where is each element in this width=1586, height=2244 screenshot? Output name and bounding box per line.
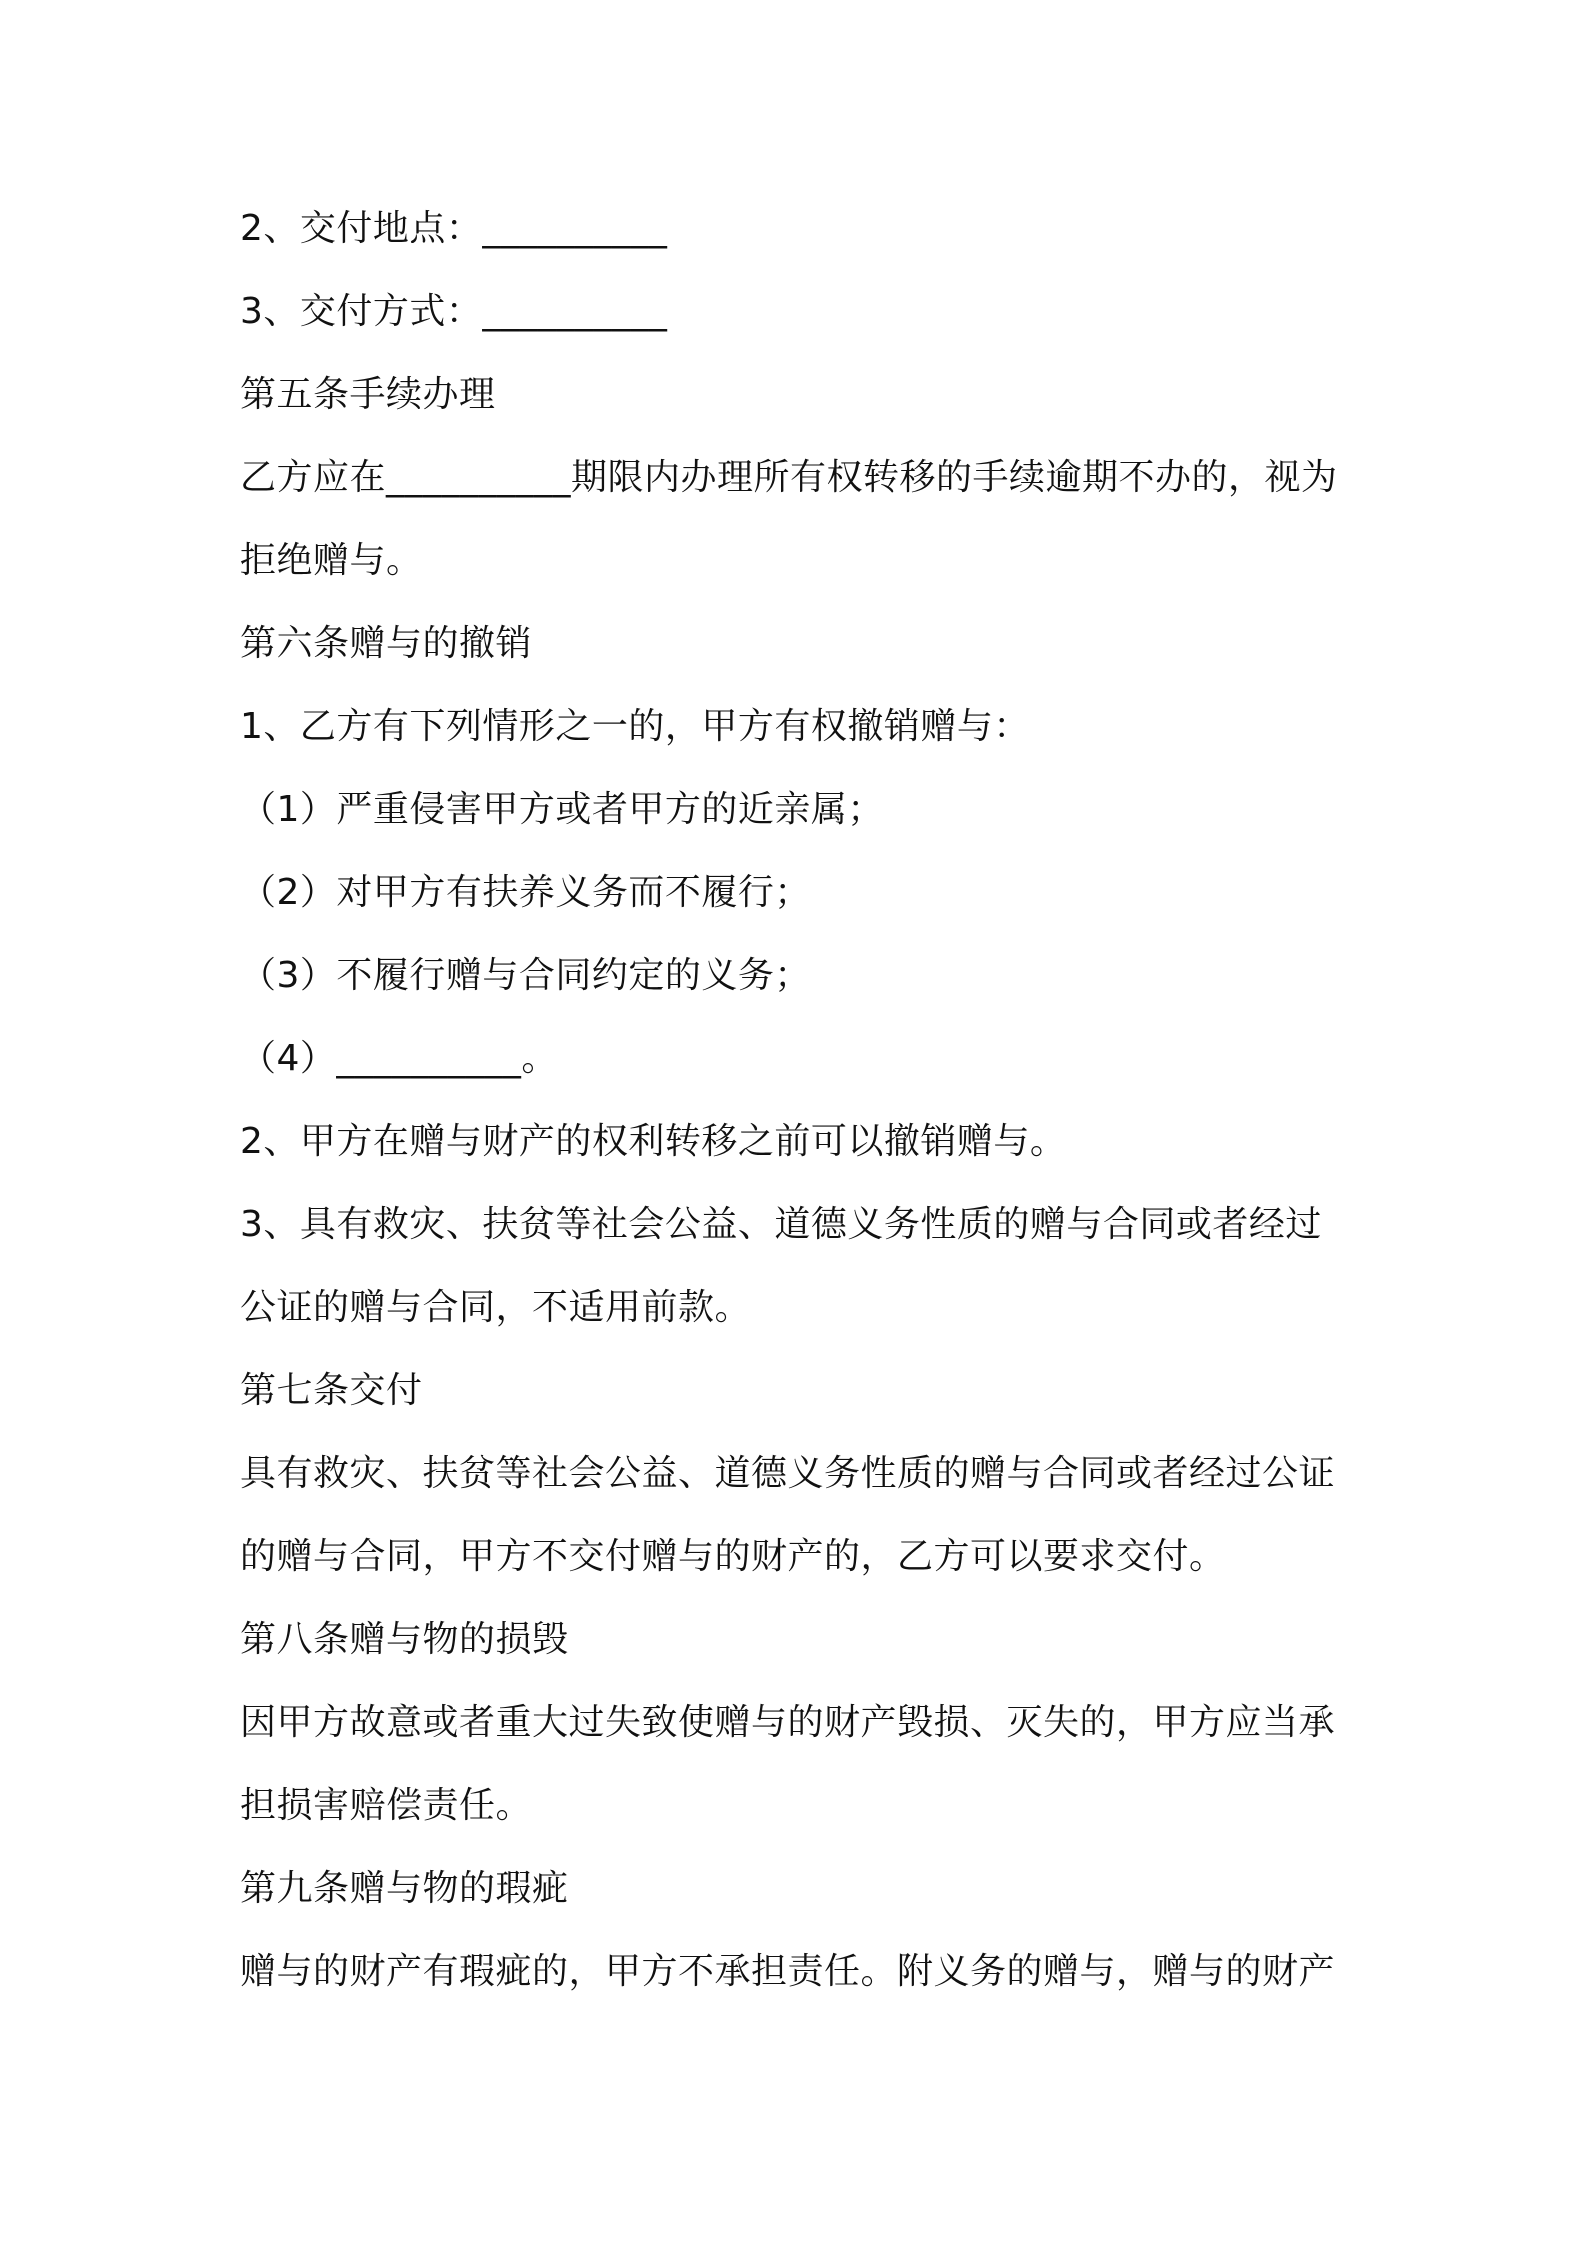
article-7-heading: 第七条交付	[240, 1370, 423, 1411]
article-8-heading: 第八条赠与物的损毁	[240, 1619, 569, 1660]
article-6-clause-3-line-1: 3、具有救灾、扶贫等社会公益、道德义务性质的赠与合同或者经过	[240, 1204, 1322, 1245]
article-6-subitem-4: （4）__________。	[240, 1038, 558, 1079]
article-6-subitem-2: （2）对甲方有扶养义务而不履行；	[240, 872, 811, 913]
article-8-text-line-1: 因甲方故意或者重大过失致使赠与的财产毁损、灭失的，甲方应当承	[240, 1702, 1336, 1743]
article-6-subitem-1: （1）严重侵害甲方或者甲方的近亲属；	[240, 789, 884, 830]
article-9-text-line-1: 赠与的财产有瑕疵的，甲方不承担责任。附义务的赠与，赠与的财产	[240, 1951, 1336, 1992]
item-delivery-method: 3、交付方式：__________	[240, 291, 668, 332]
article-7-text-line-1: 具有救灾、扶贫等社会公益、道德义务性质的赠与合同或者经过公证	[240, 1453, 1336, 1494]
item-delivery-location: 2、交付地点：__________	[240, 208, 668, 249]
article-5-text-line-2: 拒绝赠与。	[240, 540, 423, 581]
article-6-heading: 第六条赠与的撤销	[240, 623, 533, 664]
article-6-subitem-3: （3）不履行赠与合同约定的义务；	[240, 955, 811, 996]
article-5-text-line-1: 乙方应在__________期限内办理所有权转移的手续逾期不办的，视为	[240, 457, 1338, 498]
article-9-heading: 第九条赠与物的瑕疵	[240, 1868, 569, 1909]
article-7-text-line-2: 的赠与合同，甲方不交付赠与的财产的，乙方可以要求交付。	[240, 1536, 1226, 1577]
article-8-text-line-2: 担损害赔偿责任。	[240, 1785, 533, 1826]
article-6-clause-1: 1、乙方有下列情形之一的，甲方有权撤销赠与：	[240, 706, 1030, 747]
article-6-clause-2: 2、甲方在赠与财产的权利转移之前可以撤销赠与。	[240, 1121, 1067, 1162]
article-6-clause-3-line-2: 公证的赠与合同，不适用前款。	[240, 1287, 752, 1328]
article-5-heading: 第五条手续办理	[240, 374, 496, 415]
